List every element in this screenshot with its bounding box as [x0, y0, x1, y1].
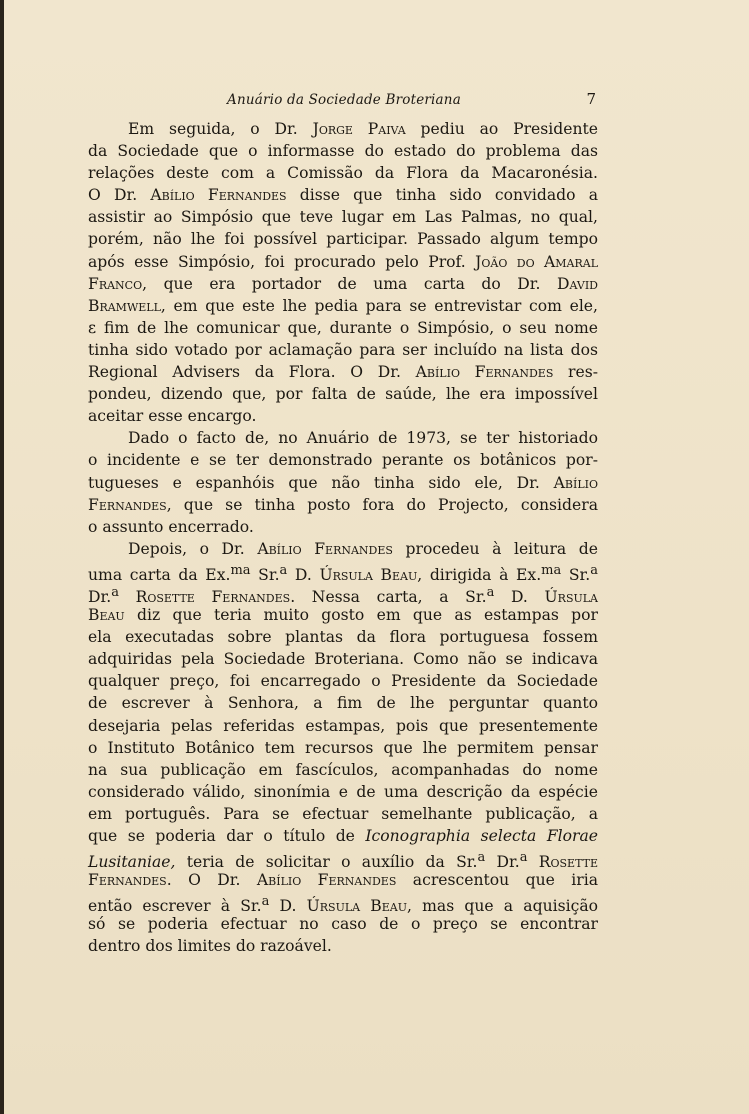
text-line: uma carta da Ex.$^{ma}$ Sr.$^a$ D. Úrsula Beau, dirigida à Ex.$^{ma}$ Sr.$^a$	[88, 562, 598, 585]
text-line: tugueses e espanhóis que não tinha sido ele, Dr. Abílio	[88, 473, 598, 492]
text-line: Lusitaniae, teria de solicitar o auxílio da Sr.$^a$ Dr.$^a$ Rosette	[88, 850, 598, 872]
text-line: O Dr. Abílio Fernandes disse que tinha sido convidado a	[88, 186, 598, 205]
text-line: na sua publicação em fascículos, acompanhadas do nome	[88, 760, 598, 779]
text-line: o incidente e se ter demonstrado perante os botânicos por-	[88, 451, 598, 470]
text-line: Fernandes. O Dr. Abílio Fernandes acrescentou que iria	[88, 871, 598, 890]
text-line: Em seguida, o Dr. Jorge Paiva pediu ao Presidente	[128, 120, 598, 138]
text-line: ela executadas sobre plantas da flora portuguesa fossem	[88, 628, 598, 647]
text-line: considerado válido, sinonímia e de uma descrição da espécie	[88, 782, 598, 801]
text-line: desejaria pelas referidas estampas, pois que presentemente	[88, 716, 598, 735]
page-number: 7	[586, 90, 596, 108]
text-line: então escrever à Sr.$^a$ D. Úrsula Beau, mas que a aquisição	[88, 894, 599, 916]
text-line: da Sociedade que o informasse do estado do problema das	[88, 142, 598, 161]
text-line: ε fim de lhe comunicar que, durante o Simpósio, o seu nome	[88, 318, 598, 337]
text-line: Franco, que era portador de uma carta do Dr. David	[88, 274, 598, 293]
text-line: após esse Simpósio, foi procurado pelo Prof. João do Amaral	[88, 252, 599, 271]
text-line: só se poderia efectuar no caso de o preço se encontrar	[88, 915, 598, 934]
text-line: de escrever à Senhora, a fim de lhe perguntar quanto	[88, 694, 598, 713]
text-line: qualquer preço, foi encarregado o Presidente da Sociedade	[88, 672, 598, 691]
text-line: tinha sido votado por aclamação para ser incluído na lista dos	[88, 340, 598, 359]
text-line: Dado o facto de, no Anuário de 1973, se ter historiado	[128, 429, 598, 448]
text-line: Regional Advisers da Flora. O Dr. Abílio Fernandes res-	[88, 363, 598, 382]
text-line: dentro dos limites do razoável.	[88, 937, 332, 956]
text-line: em português. Para se efectuar semelhante publicação, a	[88, 804, 598, 823]
running-title: Anuário da Sociedade Broteriana	[227, 92, 461, 108]
text-line: o assunto encerrado.	[88, 517, 254, 536]
text-line: o Instituto Botânico tem recursos que lhe permitem pensar	[88, 738, 598, 757]
text-line: Depois, o Dr. Abílio Fernandes procedeu à leitura de	[128, 539, 598, 558]
text-line: pondeu, dizendo que, por falta de saúde, lhe era impossível	[88, 385, 598, 404]
text-line: que se poderia dar o título de Iconographia selecta Florae	[88, 827, 598, 845]
body-text	[88, 118, 598, 958]
text-line: relações deste com a Comissão da Flora da Macaronésia.	[88, 164, 598, 183]
text-line: Dr.$^a$ Rosette Fernandes. Nessa carta, a Sr.$^a$ D. Úrsula	[88, 584, 598, 607]
text-line: aceitar esse encargo.	[88, 407, 257, 426]
text-line: Beau diz que teria muito gosto em que as estampas por	[88, 606, 598, 625]
page-header	[88, 92, 600, 114]
text-line: adquiridas pela Sociedade Broteriana. Como não se indicava	[88, 650, 598, 669]
text-line: Bramwell, em que este lhe pedia para se entrevistar com ele,	[88, 296, 598, 315]
text-line: porém, não lhe foi possível participar. Passado algum tempo	[88, 230, 598, 249]
text-line: Fernandes, que se tinha posto fora do Projecto, considera	[88, 495, 598, 514]
scan-edge	[0, 0, 4, 1114]
text-line: assistir ao Simpósio que teve lugar em Las Palmas, no qual,	[88, 208, 598, 227]
